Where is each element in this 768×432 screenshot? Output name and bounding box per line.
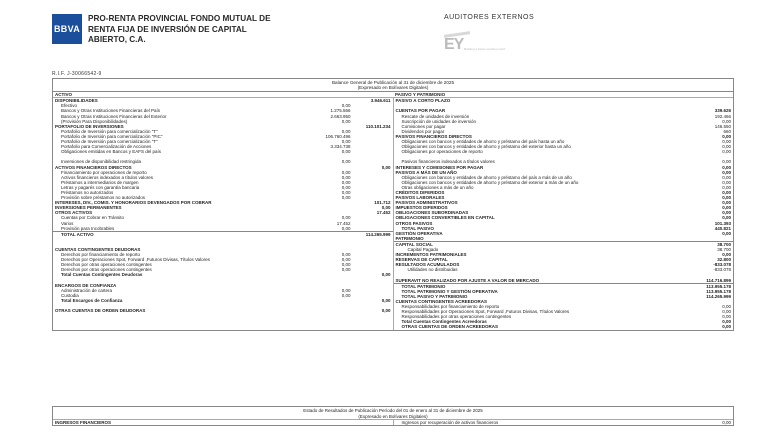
row-label: OTROS ACTIVOS: [55, 210, 93, 216]
row-label: Custodia: [61, 292, 79, 298]
row-label: CUENTAS POR PAGAR: [395, 108, 446, 114]
row-value: -833.078: [713, 262, 731, 268]
row-subvalue: 0,00: [341, 215, 351, 221]
row-value: 0,00: [722, 200, 731, 206]
row-label: Derechos por otras operaciones contingentes: [61, 262, 152, 268]
row-subvalue: 0,00: [341, 103, 351, 109]
row-value: 114.265.999: [365, 231, 391, 237]
row-value: 0,00: [722, 319, 731, 325]
balance-title-block: [53, 79, 733, 92]
row-value: 0,00: [722, 149, 731, 155]
row-label: Utilidades no distribuidas: [407, 267, 458, 273]
row-subvalue: 17.452: [336, 220, 351, 226]
auditors-label: AUDITORES EXTERNOS: [444, 14, 535, 21]
statement-row: [394, 278, 734, 283]
row-label: PASIVOS A MÁS DE UN AÑO: [395, 169, 457, 175]
row-value: 0,00: [722, 304, 731, 310]
row-label: Otras obligaciones a más de un año: [401, 184, 474, 190]
row-subvalue: 0,00: [341, 195, 351, 201]
row-value: 0,00: [722, 215, 731, 221]
row-label: Inversiones de disponibilidad restringida: [61, 159, 142, 165]
income-right-value: 0,00: [722, 420, 731, 426]
row-label: TOTAL PASIVO: [401, 225, 434, 231]
row-subvalue: 0,00: [341, 292, 351, 298]
ey-logo: [444, 36, 505, 62]
row-label: Derechos por otras operaciones contingentes: [61, 267, 152, 273]
row-value: 38.700: [717, 241, 731, 247]
row-label: Letras y pagarés con garantía bancaria: [61, 184, 140, 190]
assets-column: [53, 98, 394, 329]
row-label: Financiamiento por operaciones de reporto: [61, 169, 147, 175]
row-value: 0,00: [722, 179, 731, 185]
row-label: GESTIÓN OPERATIVA: [395, 230, 443, 236]
statement-row: [394, 236, 734, 241]
row-label: Bancos y Otras Instituciones Financieras del Exterior: [61, 113, 167, 119]
statement-row: [53, 308, 393, 313]
row-label: OBLIGACIONES CONVERTIBLES EN CAPITAL: [395, 215, 495, 221]
row-subvalue: 0,00: [341, 184, 351, 190]
row-value: 0,00: [722, 210, 731, 216]
row-value: 0,00: [722, 314, 731, 320]
balance-subtitle: (Expresado en Bolívares Digitales): [357, 85, 429, 91]
row-value: 0,00: [381, 272, 391, 278]
row-value: 0,00: [722, 118, 731, 124]
row-label: PASIVOS LABORALES: [395, 195, 445, 201]
row-label: Cuentas por Cobrar en Tránsito: [61, 215, 125, 221]
row-label: SUPERAVIT NO REALIZADO POR AJUSTE A VALOR DE MERCADO: [395, 277, 540, 283]
row-value: 101.712: [374, 200, 391, 206]
income-left-label: INGRESOS FINANCIEROS: [55, 420, 112, 426]
row-subvalue: 0,00: [341, 267, 351, 273]
income-statement: [52, 406, 734, 426]
row-label: OBLIGACIONES SUBORDINADAS: [395, 210, 469, 216]
row-label: Obligaciones con bancos y entidades de ahorro y préstamo del exterior a más de un año: [401, 179, 579, 185]
statement-row: [394, 324, 734, 329]
row-value: [353, 226, 393, 231]
row-label: TOTAL PATRIMONIO Y GESTIÓN OPERATIVA: [401, 288, 498, 294]
row-value: 0,00: [381, 205, 391, 211]
row-label: PASIVOS ADMINISTRATIVOS: [395, 200, 458, 206]
row-value: 114.716.899: [706, 277, 731, 283]
row-label: Obligaciones emitidas en Bancos y EAFS del país: [61, 149, 162, 155]
row-label: PATRIMONIO: [395, 235, 424, 241]
row-label: INCREMENTOS PATRIMONIALES: [395, 252, 467, 258]
row-value: 0,00: [722, 169, 731, 175]
row-value: 38.700: [717, 247, 731, 252]
row-subvalue: [313, 308, 353, 313]
row-label: Portafolio de Inversión para comercialización "T": [61, 139, 158, 145]
row-value: 0,00: [722, 309, 731, 315]
row-label: Capital Pagado: [407, 247, 439, 252]
row-label: PASIVOS FINANCIEROS DIRECTOS: [395, 133, 472, 139]
row-value: -833.078: [713, 267, 731, 273]
row-label: DISPONIBILIDADES: [55, 98, 98, 104]
row-label: Activos financieros indexados a títulos valores: [61, 174, 154, 180]
row-label: Obligaciones por operaciones de reporto: [401, 149, 483, 155]
rif-number: R.I.F. J-30066542-9: [52, 71, 102, 77]
row-label: CAPITAL SOCIAL: [395, 241, 433, 247]
row-value: 110.101.234: [365, 123, 391, 129]
row-subvalue: 0,00: [341, 139, 351, 145]
row-label: OTRAS CUENTAS DE ORDEN ACREEDORAS: [401, 324, 499, 330]
row-value: 101.393: [714, 220, 731, 226]
row-label: Dividendos por pagar: [401, 128, 445, 134]
row-value: 146.550: [714, 123, 731, 129]
row-label: IMPUESTOS DIFERIDOS: [395, 205, 448, 211]
row-subvalue: 3.334.738: [330, 144, 351, 150]
row-label: Obligaciones con bancos y entidades de ahorro y préstamo del país a más de un año: [401, 174, 572, 180]
row-label: RESULTADOS ACUMULADOS: [395, 262, 460, 268]
ey-mark: EY: [444, 36, 464, 53]
row-label: Portafolio para Comercialización de Acciones: [61, 144, 152, 150]
row-subvalue: [653, 236, 693, 241]
row-label: INTERESES, DIV., COMIS. Y HONORARIOS DEVENGADOS POR COBRAR: [55, 200, 212, 206]
statement-row: [53, 226, 393, 231]
row-label: Administración de cartera: [61, 287, 113, 293]
row-label: Préstamos a intermediarios de margen: [61, 179, 139, 185]
row-value: 0,00: [722, 159, 731, 165]
row-value: 0,00: [722, 139, 731, 145]
row-subvalue: [653, 278, 693, 283]
liabilities-column: [394, 98, 734, 329]
row-subvalue: 0,00: [341, 179, 351, 185]
row-label: Rescate de unidades de inversión: [401, 113, 470, 119]
row-subvalue: 0,00: [341, 225, 351, 231]
income-right-column: [394, 420, 734, 425]
row-value: 114.265.999: [706, 293, 731, 299]
row-label: CUENTAS CONTINGENTES DEUDORAS: [55, 247, 141, 252]
row-value: 192.466: [714, 113, 731, 119]
row-subvalue: 0,00: [341, 159, 351, 165]
liabilities-header: PASIVO Y PATRIMONIO: [395, 92, 446, 98]
row-label: Provisión sobre préstamos no autorizados: [61, 195, 146, 201]
document-header: [52, 12, 732, 62]
company-name-line: ABIERTO, C.A.: [88, 35, 146, 44]
row-label: Obligaciones con bancos y entidades de ahorro y préstamo del exterior hasta un año: [401, 144, 571, 150]
income-right-label: Ingresos por recuperación de activos financieros: [401, 420, 499, 426]
row-subvalue: 0,00: [341, 257, 351, 263]
row-label: Provisión para Incobrables: [61, 225, 115, 231]
row-label: ENCARGOS DE CONFIANZA: [55, 282, 117, 288]
row-value: 0,00: [722, 144, 731, 150]
row-subvalue: 0,00: [341, 128, 351, 134]
row-label: TOTAL PATRIMONIO: [401, 283, 446, 289]
row-label: Total Cuentas Contingentes Deudoras: [61, 272, 143, 278]
row-label: INTERESES Y COMISIONES POR PAGAR: [395, 164, 484, 170]
row-label: Bancos y Otras Instituciones Financieras del País: [61, 108, 161, 114]
row-value: 32.800: [717, 257, 731, 263]
row-label: Pasivos financieros indexados a títulos valores: [401, 159, 495, 165]
row-label: OTRAS CUENTAS DE ORDEN DEUDORAS: [55, 308, 146, 314]
row-value: [693, 236, 733, 241]
row-label: Responsabilidades por otras operaciones contingentes: [401, 314, 512, 320]
row-label: Portafolio de Inversión para comercialización "T": [61, 128, 158, 134]
row-label: TOTAL PASIVO Y PATRIMONIO: [401, 293, 468, 299]
bbva-logo: BBVA: [52, 14, 82, 44]
row-value: 113.955.178: [706, 283, 731, 289]
row-label: ACTIVOS FINANCIEROS DIRECTOS: [55, 164, 132, 170]
income-subtitle: (Expresado en Bolívares Digitales): [358, 414, 428, 420]
row-label: CRÉDITOS DIFERIDOS: [395, 189, 445, 195]
row-label: Derechos por financiamiento de reporto: [61, 252, 141, 258]
row-subvalue: 0,00: [341, 262, 351, 268]
row-subvalue: 1.275.566: [330, 108, 351, 114]
row-label: Total Encargos de Confianza: [61, 297, 123, 303]
row-label: PORTAFOLIO DE INVERSIONES: [55, 123, 124, 129]
company-name-line: RENTA FIJA DE INVERSIÓN DE CAPITAL: [88, 24, 247, 34]
balance-sheet: [52, 78, 734, 331]
row-label: Efectivo: [61, 103, 78, 109]
row-value: 0,00: [722, 324, 731, 330]
row-value: 0,00: [722, 164, 731, 170]
row-subvalue: 0,00: [341, 149, 351, 155]
assets-header: ACTIVO: [55, 92, 73, 98]
row-value: 0,00: [381, 308, 391, 314]
row-label: RESERVAS DE CAPITAL: [395, 257, 448, 263]
row-subvalue: 2.663.950: [330, 113, 351, 119]
row-label: Total Cuentas Contingentes Acreedoras: [401, 319, 487, 325]
row-value: 0,00: [722, 174, 731, 180]
row-label: Suscripción de unidades de inversión: [401, 118, 477, 124]
row-label: Responsabilidades por financiamiento de reporto: [401, 304, 500, 310]
row-subvalue: 0,00: [341, 189, 351, 195]
row-subvalue: 0,00: [341, 169, 351, 175]
row-label: OTROS PASIVOS: [395, 220, 433, 226]
balance-title: Balance General de Publicación al 31 de diciembre de 2025: [331, 80, 455, 85]
row-subvalue: 0,00: [341, 252, 351, 258]
row-label: Obligaciones con bancos y entidades de ahorro y préstamo del país hasta un año: [401, 139, 565, 145]
row-value: 0,00: [722, 133, 731, 139]
row-value: 0,00: [722, 195, 731, 201]
company-name: [88, 14, 328, 46]
income-title: Estado de Resultados de Publicación Período del 01 de enero al 31 de diciembre de 2025: [303, 408, 483, 413]
row-value: 0,00: [722, 189, 731, 195]
row-label: Derechos por Operaciones Spot, Forward ,Futuros Divisas, Títulos Valores: [61, 257, 210, 263]
row-value: 440.821: [714, 225, 731, 231]
row-value: 339.626: [714, 108, 731, 114]
row-value: 3.946.611: [370, 98, 391, 104]
row-label: INVERSIONES PERMANENTES: [55, 205, 122, 211]
company-name-line: PRO-RENTA PROVINCIAL FONDO MUTUAL DE: [88, 14, 271, 23]
row-label: Responsabilidades por Operaciones Spot, Forward ,Futuros Divisas, Títulos Valores: [401, 309, 570, 315]
row-label: CUENTAS CONTINGENTES ACREEDORAS: [395, 298, 488, 304]
row-subvalue: 106.760.496: [325, 133, 351, 139]
row-value: 0,00: [381, 297, 391, 303]
row-value: 0,00: [722, 184, 731, 190]
row-value: 0,00: [722, 252, 731, 258]
row-subvalue: 0,00: [341, 287, 351, 293]
row-label: Portafolio de Inversión para comercialización "PIC": [61, 133, 163, 139]
row-value: 0,00: [722, 230, 731, 236]
row-value: 660: [723, 128, 731, 134]
row-value: 113.955.178: [706, 288, 731, 294]
row-value: 17.452: [376, 210, 391, 216]
row-value: 0,00: [722, 205, 731, 211]
row-label: Comisiones por pagar: [401, 123, 446, 129]
row-label: (Provisión Para Disponibilidades): [61, 118, 128, 124]
row-value: 0,00: [381, 164, 391, 170]
row-subvalue: [653, 324, 693, 329]
ey-tagline: Building a better working world: [464, 47, 505, 51]
income-left-column: [53, 420, 394, 425]
row-label: Varios: [61, 220, 74, 226]
row-label: TOTAL ACTIVO: [61, 231, 94, 237]
row-label: PASIVO A CORTO PLAZO: [395, 98, 451, 104]
row-subvalue: 0,00: [341, 118, 351, 124]
row-label: Préstamos no autorizados: [61, 189, 114, 195]
row-subvalue: 0,00: [341, 174, 351, 180]
